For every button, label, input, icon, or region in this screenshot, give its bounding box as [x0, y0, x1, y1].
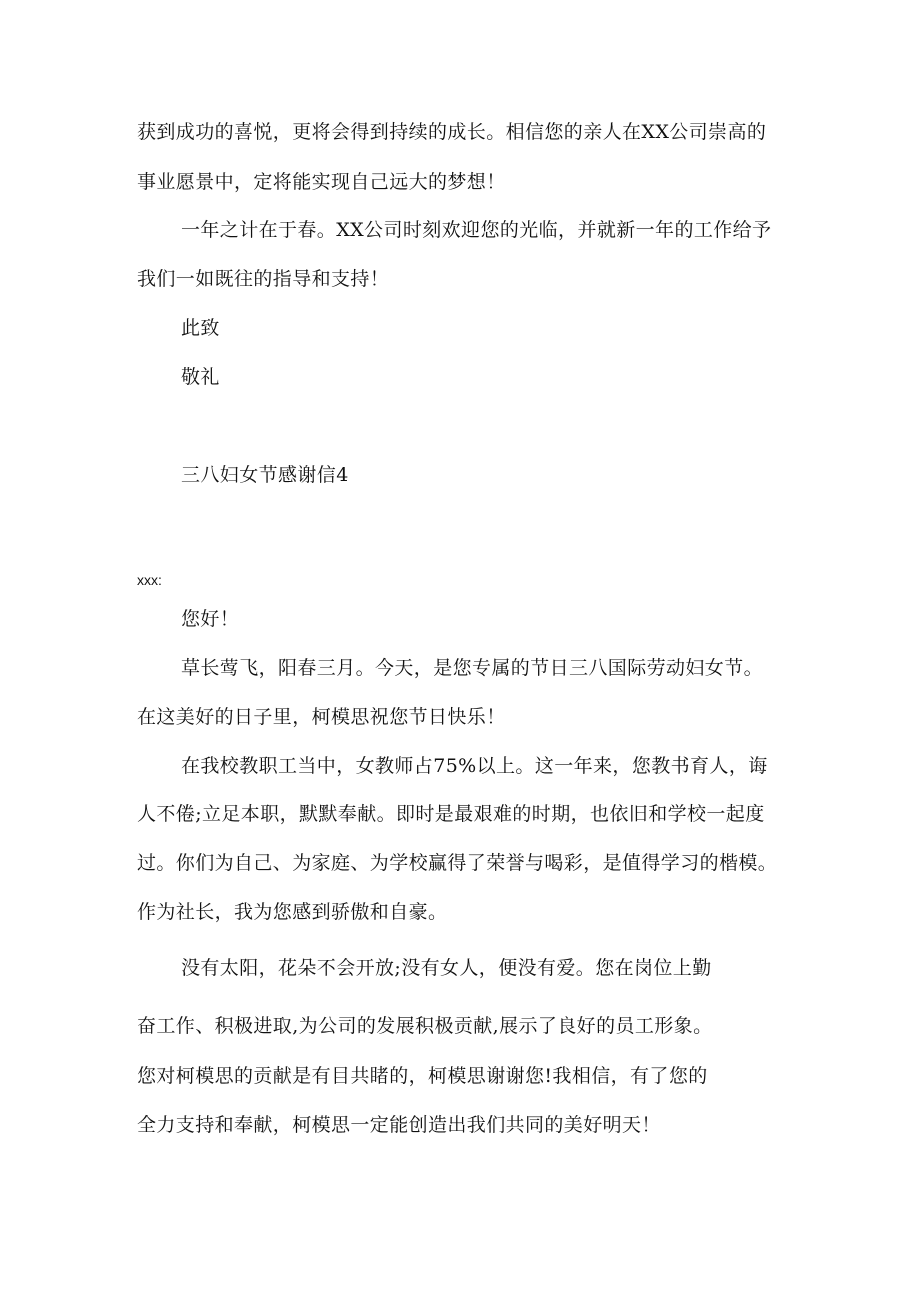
- paragraph-line: 过。你们为自己、为家庭、为学校赢得了荣誉与喝彩，是值得学习的楷模。: [137, 852, 778, 874]
- recipient: xxx:: [137, 572, 162, 588]
- paragraph-line: 在我校教职工当中，女教师占75%以上。这一年来，您教书育人，诲: [181, 755, 768, 777]
- greeting: 您好！: [181, 608, 240, 630]
- paragraph-line: 没有太阳，花朵不会开放;没有女人，便没有爱。您在岗位上勤: [181, 957, 712, 979]
- paragraph-line: 人不倦;立足本职，默默奉献。即时是最艰难的时期，也依旧和学校一起度: [137, 803, 765, 825]
- paragraph-line: 草长莺飞，阳春三月。今天，是您专属的节日三八国际劳动妇女节。: [181, 657, 764, 679]
- paragraph-line: 在这美好的日子里，柯模思祝您节日快乐！: [137, 706, 506, 728]
- paragraph-line: 一年之计在于春。XX公司时刻欢迎您的光临，并就新一年的工作给予: [181, 219, 772, 241]
- paragraph-line: 奋工作、积极进取,为公司的发展积极贡献,展示了良好的员工形象。: [137, 1015, 713, 1037]
- paragraph-line: 我们一如既往的指导和支持！: [137, 268, 390, 290]
- paragraph-line: 获到成功的喜悦，更将会得到持续的成长。相信您的亲人在XX公司崇高的: [137, 121, 767, 143]
- letter-title: 三八妇女节感谢信4: [181, 464, 349, 486]
- paragraph-line: 事业愿景中，定将能实现自己远大的梦想！: [137, 171, 506, 193]
- paragraph-line: 全力支持和奉献，柯模思一定能创造出我们共同的美好明天！: [137, 1114, 661, 1136]
- closing-regards: 敬礼: [181, 366, 220, 388]
- paragraph-line: 作为社长，我为您感到骄傲和自豪。: [137, 901, 448, 923]
- closing-salutation: 此致: [181, 317, 220, 339]
- paragraph-line: 您对柯模思的贡献是有目共睹的，柯模思谢谢您!我相信，有了您的: [137, 1065, 708, 1087]
